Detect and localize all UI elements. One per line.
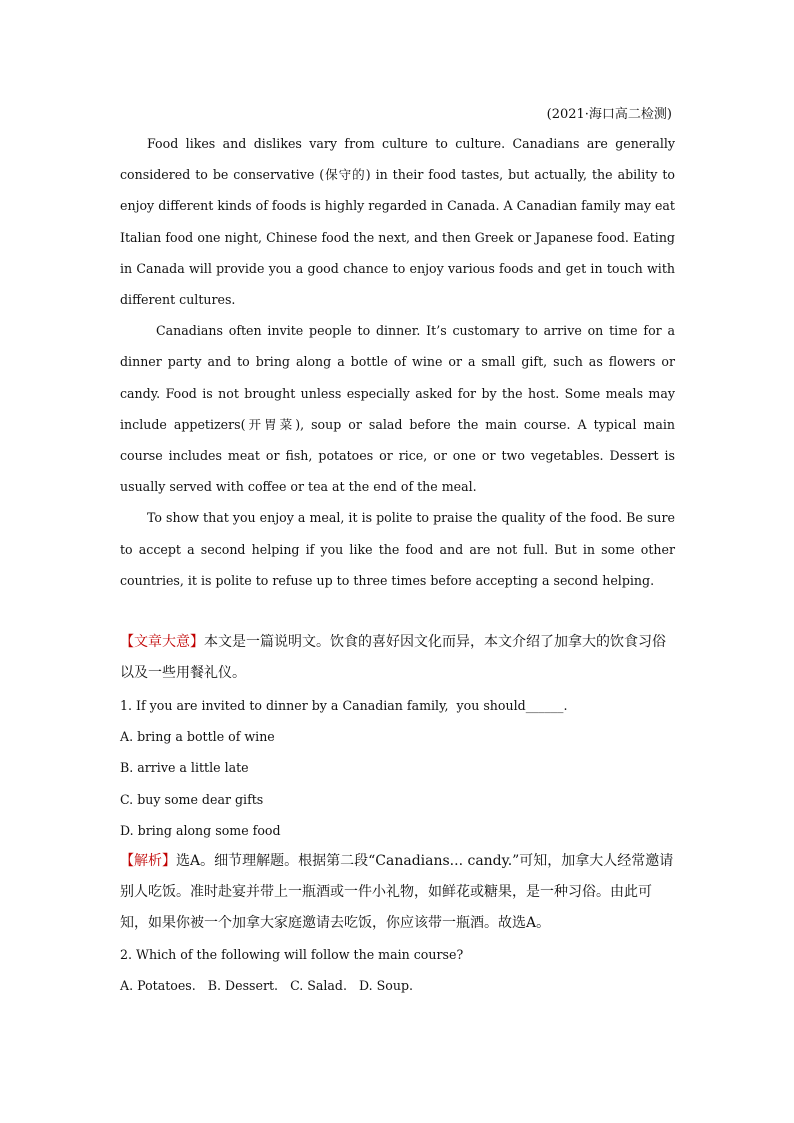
summary-block: [120, 627, 675, 689]
question-1-analysis: [120, 846, 675, 940]
question-1-stem: 1. If you are invited to dinner by a Canadian family, you should______.: [120, 698, 568, 713]
passage-paragraph-1: Food likes and dislikes vary from culture to culture. Canadians are generally considered to be conservative (保守的) in their food tastes, but actually, the ability to enjoy different kinds of foods is highly regarded in Canada. A Canadian family may eat Italian food one night, Chinese food the next, and then Greek or Japanese food. Eating in Canada will provide you a good chance to enjoy various foods and get in touch with different cultures.: [120, 136, 675, 308]
source-note: (2021·海口高二检测): [546, 107, 672, 122]
question-2-stem: 2. Which of the following will follow the main course?: [120, 947, 464, 962]
summary-body: 本文是一篇说明文。饮食的喜好因文化而异，本文介绍了加拿大的饮食习俗以及一些用餐礼仪。: [120, 634, 666, 682]
passage: [120, 128, 675, 596]
question-1-option-d: D. bring along some food: [120, 822, 281, 838]
summary-text: [120, 627, 675, 689]
analysis-body: 选A。细节理解题。根据第二段“Canadians... candy.”可知，加拿大人经常邀请别人吃饭。准时赴宴并带上一瓶酒或一件小礼物，如鲜花或糖果，是一种习俗。由此可知，如果你被一个加拿大家庭邀请去吃饭，你应该带一瓶酒。故选A。: [120, 853, 674, 932]
summary-tag: 【文章大意】: [120, 634, 204, 650]
question-1-option-a: A. bring a bottle of wine: [120, 729, 275, 745]
passage-paragraph-2: Canadians often invite people to dinner. It’s customary to arrive on time for a dinner party and to bring along a bottle of wine or a small gift, such as flowers or candy. Food is not brought unless especially asked for by the host. Some meals may include appetizers(开胃菜), soup or salad before the main course. A typical main course includes meat or fish, potatoes or rice, or one or two vegetables. Dessert is usually served with coffee or tea at the end of the meal.: [120, 323, 675, 495]
question-1-option-c: C. buy some dear gifts: [120, 791, 264, 807]
question-2-options: A. Potatoes. B. Dessert. C. Salad. D. Soup.: [120, 978, 414, 994]
question-2: [120, 939, 675, 1001]
question-1-option-b: B. arrive a little late: [120, 760, 249, 776]
question-1: [120, 690, 675, 940]
passage-paragraph-3: To show that you enjoy a meal, it is polite to praise the quality of the food. Be sure to accept a second helping if you like the food and are not full. But in some other countries, it is polite to refuse up to three times before accepting a second helping.: [120, 510, 675, 588]
analysis-tag: 【解析】: [120, 853, 176, 870]
